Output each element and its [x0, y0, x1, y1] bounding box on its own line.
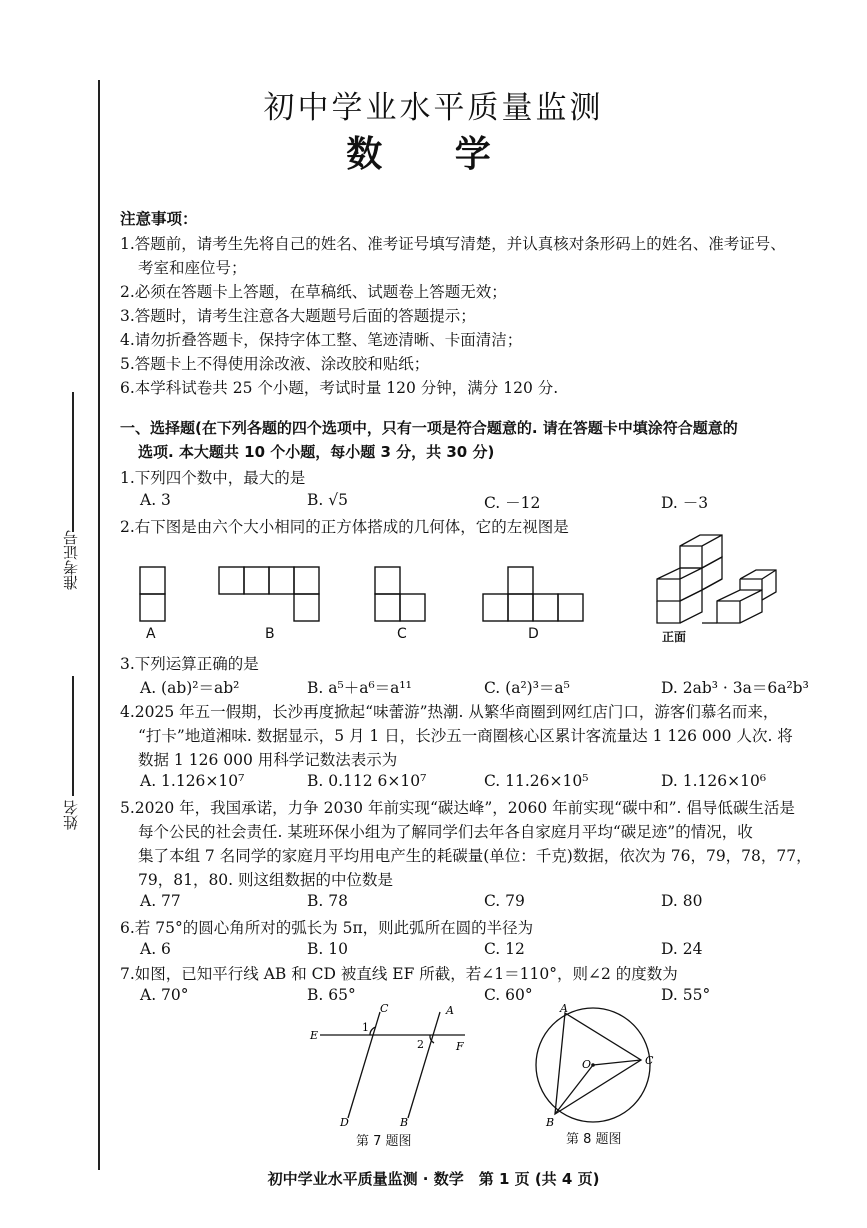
q3-option-a[interactable]: A. (ab)²＝ab²: [140, 679, 240, 697]
view-d-square: [508, 594, 533, 621]
q1-stem: 1.下列四个数中，最大的是: [120, 469, 306, 487]
note-item: 1.答题前，请考生先将自己的姓名、准考证号填写清楚，并认真核对条形码上的姓名、准考证号、: [120, 235, 786, 253]
point-a-label: A: [560, 1002, 568, 1015]
q2-option-d[interactable]: D: [528, 626, 539, 642]
view-c-square: [375, 594, 400, 621]
q6-option-a[interactable]: A. 6: [140, 940, 171, 958]
q1-option-a[interactable]: A. 3: [140, 491, 171, 509]
q7-option-d[interactable]: D. 55°: [661, 986, 711, 1004]
q4-stem: 4.2025 年五一假期，长沙再度掀起“味蕾游”热潮. 从繁华商圈到网红店门口，游客们慕名而来，: [120, 703, 779, 721]
name-label: 姓名: [62, 800, 80, 830]
view-a-square: [140, 594, 165, 621]
q7-option-b[interactable]: B. 65°: [307, 986, 356, 1004]
section-heading: 选项. 本大题共 10 个小题，每小题 3 分，共 30 分): [138, 443, 495, 461]
q4-stem: 数据 1 126 000 用科学记数法表示为: [138, 751, 398, 769]
note-item: 3.答题时，请考生注意各大题题号后面的答题提示；: [120, 307, 476, 325]
segment-ob: [555, 1065, 593, 1114]
view-b-square: [269, 567, 294, 594]
note-item: 6.本学科试卷共 25 个小题，考试时量 120 分钟，满分 120 分.: [120, 379, 559, 397]
q5-option-d[interactable]: D. 80: [661, 892, 703, 910]
fig8-caption: 第 8 题图: [566, 1132, 622, 1147]
q3-stem: 3.下列运算正确的是: [120, 655, 259, 673]
q5-option-c[interactable]: C. 79: [484, 892, 525, 910]
q3-option-c[interactable]: C. (a²)³＝a⁵: [484, 679, 570, 697]
q3-option-d[interactable]: D. 2ab³ · 3a＝6a²b³: [661, 679, 809, 697]
q1-option-b[interactable]: B. √5: [307, 491, 348, 509]
q5-option-b[interactable]: B. 78: [307, 892, 348, 910]
view-c-square: [375, 567, 400, 594]
q7-option-a[interactable]: A. 70°: [140, 986, 189, 1004]
q5-stem: 每个公民的社会责任. 某班环保小组为了解同学们去年各自家庭月平均“碳足迹”的情况，收: [138, 823, 753, 841]
view-d-square: [483, 594, 508, 621]
point-f-label: F: [456, 1040, 464, 1053]
view-b-square: [219, 567, 244, 594]
view-d-square: [558, 594, 583, 621]
q5-stem: 79，81，80. 则这组数据的中位数是: [138, 871, 394, 889]
triangle-abc: [555, 1013, 641, 1114]
angle-1-label: 1: [362, 1021, 369, 1034]
note-item: 5.答题卡上不得使用涂改液、涂改胶和贴纸；: [120, 355, 430, 373]
line-ab: [408, 1012, 440, 1118]
point-d-label: D: [340, 1116, 349, 1129]
point-b-label: B: [546, 1116, 555, 1129]
q4-option-b[interactable]: B. 0.112 6×10⁷: [307, 772, 427, 790]
front-label: 正面: [662, 630, 687, 644]
point-e-label: E: [310, 1029, 319, 1042]
angle-2-label: 2: [417, 1038, 424, 1051]
q5-stem: 集了本组 7 名同学的家庭月平均用电产生的耗碳量(单位：千克)数据，依次为 76，79，78，77，: [138, 847, 812, 865]
q6-stem: 6.若 75°的圆心角所对的弧长为 5π，则此弧所在圆的半径为: [120, 919, 534, 937]
point-a-label: A: [446, 1004, 454, 1017]
note-item: 4.请勿折叠答题卡，保持字体工整、笔迹清晰、卡面清洁；: [120, 331, 523, 349]
point-o-label: O: [582, 1058, 592, 1071]
exam-title: 初中学业水平质量监测: [263, 90, 604, 126]
note-item: 2.必须在答题卡上答题，在草稿纸、试题卷上答题无效；: [120, 283, 507, 301]
view-d-square: [533, 594, 558, 621]
cube-solid-figure: [657, 535, 776, 623]
note-item: 考室和座位号；: [138, 259, 247, 277]
point-c-label: C: [645, 1054, 654, 1067]
section-heading: 一、选择题(在下列各题的四个选项中，只有一项是符合题意的. 请在答题卡中填涂符合题意的: [120, 419, 738, 437]
q4-option-c[interactable]: C. 11.26×10⁵: [484, 772, 589, 790]
q4-stem: “打卡”地道湘味. 数据显示，5 月 1 日，长沙五一商圈核心区累计客流量达 1 126 000 人次. 将: [138, 727, 793, 745]
page-footer: 初中学业水平质量监测 · 数学 第 1 页 (共 4 页): [267, 1170, 600, 1188]
view-b-square: [294, 594, 319, 621]
point-b-label: B: [400, 1116, 409, 1129]
view-d-square: [508, 567, 533, 594]
q4-option-d[interactable]: D. 1.126×10⁶: [661, 772, 767, 790]
name-blank[interactable]: [72, 676, 74, 796]
q2-option-c[interactable]: C: [397, 626, 407, 642]
q7-stem: 7.如图，已知平行线 AB 和 CD 被直线 EF 所截，若∠1＝110°，则∠2 的度数为: [120, 965, 678, 983]
q2-views-figure: [120, 530, 860, 655]
view-b-square: [294, 567, 319, 594]
q2-option-b[interactable]: B: [265, 626, 275, 642]
q5-option-a[interactable]: A. 77: [140, 892, 181, 910]
center-o-dot: [591, 1063, 595, 1067]
view-b-square: [244, 567, 269, 594]
point-c-label: C: [380, 1002, 389, 1015]
subject-title: 数 学: [346, 134, 521, 175]
q4-option-a[interactable]: A. 1.126×10⁷: [140, 772, 245, 790]
fig7-caption: 第 7 题图: [356, 1134, 412, 1149]
fig8-circle: [528, 1000, 668, 1135]
q7-option-c[interactable]: C. 60°: [484, 986, 533, 1004]
binding-line: [98, 80, 100, 1170]
exam-no-blank[interactable]: [72, 392, 74, 532]
q6-option-b[interactable]: B. 10: [307, 940, 348, 958]
q2-stem: 2.右下图是由六个大小相同的正方体搭成的几何体，它的左视图是: [120, 518, 569, 536]
view-c-square: [400, 594, 425, 621]
q1-option-d[interactable]: D. －3: [661, 494, 709, 512]
view-a-square: [140, 567, 165, 594]
notes-heading: 注意事项：: [120, 210, 198, 228]
q5-stem: 5.2020 年，我国承诺，力争 2030 年前实现“碳达峰”，2060 年前实现“碳中和”. 倡导低碳生活是: [120, 799, 795, 817]
q1-option-c[interactable]: C. －12: [484, 494, 541, 512]
q6-option-d[interactable]: D. 24: [661, 940, 703, 958]
fig7-parallel-lines: [300, 1000, 490, 1140]
q3-option-b[interactable]: B. a⁵＋a⁶＝a¹¹: [307, 679, 412, 697]
q6-option-c[interactable]: C. 12: [484, 940, 525, 958]
q2-option-a[interactable]: A: [146, 626, 156, 642]
exam-no-label: 准考证号: [62, 530, 80, 590]
